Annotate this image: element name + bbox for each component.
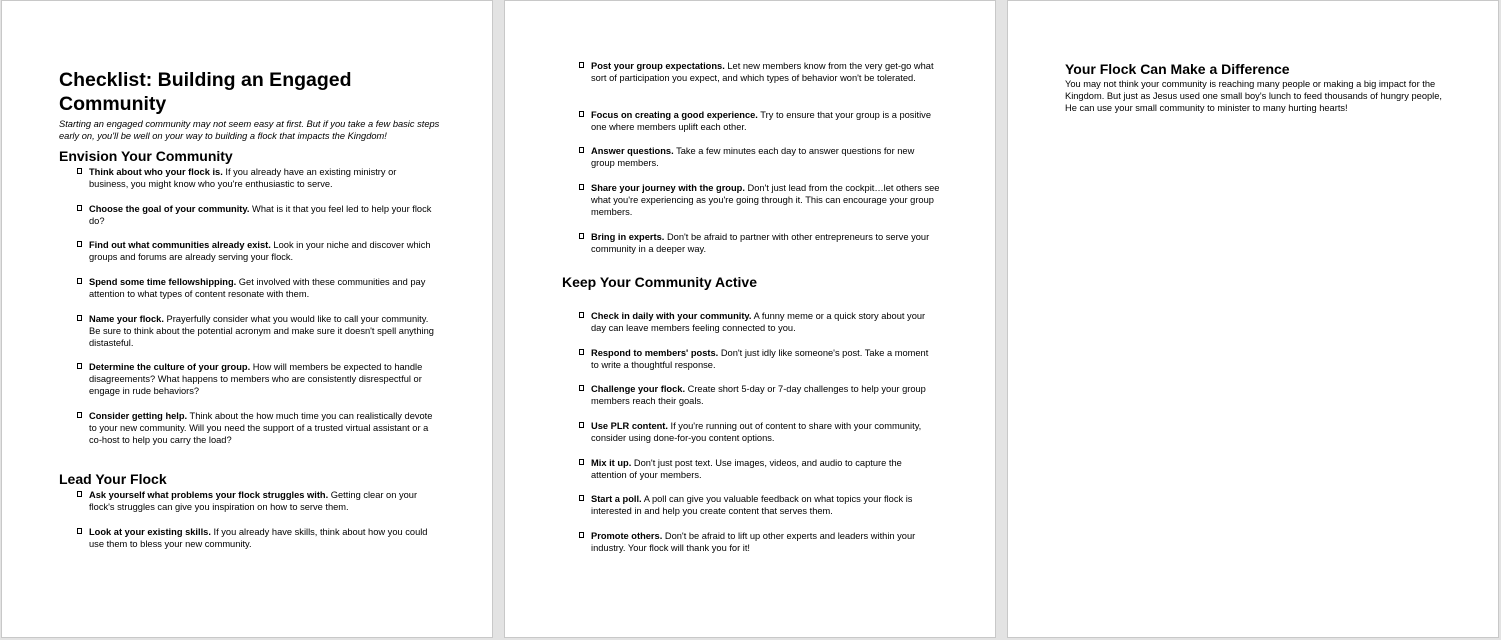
item-text: Don't be afraid to lift up other experts and leaders within your industry. Your flock will thank you for it! bbox=[591, 531, 916, 553]
checklist-item bbox=[591, 231, 936, 255]
checklist-item bbox=[89, 166, 434, 190]
section-heading-active: Keep Your Community Active bbox=[562, 274, 758, 290]
checklist-item bbox=[591, 60, 941, 84]
checkbox-icon[interactable] bbox=[579, 349, 584, 355]
item-text: Try to ensure that your group is a positive one where members uplift each other. bbox=[591, 110, 931, 132]
item-text: If you already have an existing ministry or business, you might know who you're enthusiastic to serve. bbox=[89, 167, 397, 189]
item-text: If you're running out of content to share with your community, consider using done-for-you content options. bbox=[591, 421, 922, 443]
section-heading-envision: Envision Your Community bbox=[59, 148, 233, 164]
checkbox-icon[interactable] bbox=[579, 422, 584, 428]
item-lead: Name your flock. bbox=[89, 314, 164, 324]
checklist-item bbox=[591, 310, 936, 334]
item-lead: Think about who your flock is. bbox=[89, 167, 223, 177]
closing-paragraph: You may not think your community is reaching many people or making a big impact for the Kingdom. But just as Jesus used one small boy's lunch to feed thousands of hungry people, He can use your small community to minister to many hurting hearts! bbox=[1065, 79, 1442, 113]
item-lead: Bring in experts. bbox=[591, 232, 665, 242]
checklist-item bbox=[591, 145, 936, 169]
intro-paragraph: Starting an engaged community may not seem easy at first. But if you take a few basic steps early on, you'll be well on your way to building a flock that impacts the Kingdom! bbox=[59, 119, 440, 141]
checklist-item bbox=[89, 203, 434, 227]
checkbox-icon[interactable] bbox=[579, 111, 584, 117]
checkbox-icon[interactable] bbox=[77, 412, 82, 418]
item-lead: Respond to members' posts. bbox=[591, 348, 719, 358]
item-text: Don't just idly like someone's post. Take a moment to write a thoughtful response. bbox=[591, 348, 929, 370]
item-lead: Focus on creating a good experience. bbox=[591, 110, 758, 120]
item-text: A poll can give you valuable feedback on what topics your flock is interested in and help you create content that serves them. bbox=[591, 494, 913, 516]
item-lead: Choose the goal of your community. bbox=[89, 204, 250, 214]
checkbox-icon[interactable] bbox=[77, 241, 82, 247]
section-heading-difference: Your Flock Can Make a Difference bbox=[1065, 61, 1290, 77]
checkbox-icon[interactable] bbox=[579, 532, 584, 538]
item-text: Create short 5-day or 7-day challenges to help your group members reach their goals. bbox=[591, 384, 926, 406]
checklist-item bbox=[591, 457, 936, 481]
document-page-3 bbox=[1007, 0, 1499, 638]
checklist-item bbox=[591, 182, 943, 218]
checkbox-icon[interactable] bbox=[579, 495, 584, 501]
item-lead: Check in daily with your community. bbox=[591, 311, 752, 321]
item-text: Don't be afraid to partner with other entrepreneurs to serve your community in a deeper way. bbox=[591, 232, 930, 254]
checkbox-icon[interactable] bbox=[579, 312, 584, 318]
item-text: If you already have skills, think about how you could use them to bless your new community. bbox=[89, 527, 428, 549]
item-text: Don't just lead from the cockpit…let others see what you're experiencing as you're going through it. This can encourage your group members. bbox=[591, 183, 940, 217]
checklist-item bbox=[591, 109, 936, 133]
document-page-2 bbox=[504, 0, 996, 638]
checklist-item bbox=[591, 383, 936, 407]
checkbox-icon[interactable] bbox=[77, 491, 82, 497]
checkbox-icon[interactable] bbox=[579, 385, 584, 391]
item-lead: Mix it up. bbox=[591, 458, 632, 468]
item-lead: Share your journey with the group. bbox=[591, 183, 745, 193]
checklist-item bbox=[89, 489, 439, 513]
item-lead: Spend some time fellowshipping. bbox=[89, 277, 237, 287]
checklist-item bbox=[591, 530, 936, 554]
document-title: Checklist: Building an Engaged Community bbox=[59, 69, 352, 115]
item-text: Get involved with these communities and pay attention to what types of content resonate with them. bbox=[89, 277, 426, 299]
item-lead: Start a poll. bbox=[591, 494, 642, 504]
checkbox-icon[interactable] bbox=[77, 168, 82, 174]
checkbox-icon[interactable] bbox=[77, 528, 82, 534]
item-lead: Post your group expectations. bbox=[591, 61, 725, 71]
checkbox-icon[interactable] bbox=[579, 459, 584, 465]
item-lead: Use PLR content. bbox=[591, 421, 668, 431]
item-lead: Consider getting help. bbox=[89, 411, 188, 421]
item-lead: Promote others. bbox=[591, 531, 663, 541]
checkbox-icon[interactable] bbox=[77, 315, 82, 321]
checkbox-icon[interactable] bbox=[579, 233, 584, 239]
checkbox-icon[interactable] bbox=[579, 147, 584, 153]
checkbox-icon[interactable] bbox=[579, 62, 584, 68]
item-lead: Challenge your flock. bbox=[591, 384, 686, 394]
checklist-item bbox=[591, 347, 936, 371]
checklist-item bbox=[89, 313, 434, 349]
checklist-item bbox=[89, 361, 439, 397]
checklist-item bbox=[591, 493, 936, 517]
item-lead: Answer questions. bbox=[591, 146, 674, 156]
item-text: Getting clear on your flock's struggles can give you inspiration on how to serve them. bbox=[89, 490, 418, 512]
item-text: A funny meme or a quick story about your day can leave members feeling connected to you. bbox=[591, 311, 926, 333]
checkbox-icon[interactable] bbox=[579, 184, 584, 190]
item-text: Take a few minutes each day to answer questions for new group members. bbox=[591, 146, 915, 168]
checkbox-icon[interactable] bbox=[77, 205, 82, 211]
item-text: Prayerfully consider what you would like to call your community. Be sure to think about the potential acronym and make sure it doesn't spell anything distasteful. bbox=[89, 314, 434, 348]
item-lead: Ask yourself what problems your flock struggles with. bbox=[89, 490, 329, 500]
checkbox-icon[interactable] bbox=[77, 278, 82, 284]
item-text: Let new members know from the very get-go what sort of participation you expect, and which types of behavior won't be tolerated. bbox=[591, 61, 934, 83]
item-text: How will members be expected to handle disagreements? What happens to members who are consistently disrespectful or engage in rude behaviors? bbox=[89, 362, 423, 396]
item-text: Don't just post text. Use images, videos, and audio to capture the attention of your members. bbox=[591, 458, 902, 480]
item-lead: Find out what communities already exist. bbox=[89, 240, 271, 250]
section-heading-lead: Lead Your Flock bbox=[59, 471, 167, 487]
item-text: Think about the how much time you can realistically devote to your new community. Will you need the support of a trusted virtual assistant or a co-host to help you carry the load? bbox=[89, 411, 433, 445]
checklist-item bbox=[89, 526, 434, 550]
document-page-1 bbox=[1, 0, 493, 638]
item-text: Look in your niche and discover which groups and forums are already serving your flock. bbox=[89, 240, 431, 262]
item-lead: Look at your existing skills. bbox=[89, 527, 211, 537]
checkbox-icon[interactable] bbox=[77, 363, 82, 369]
checklist-item bbox=[591, 420, 943, 444]
checklist-item bbox=[89, 276, 434, 300]
checklist-item bbox=[89, 239, 434, 263]
item-lead: Determine the culture of your group. bbox=[89, 362, 251, 372]
checklist-item bbox=[89, 410, 434, 446]
item-text: What is it that you feel led to help your flock do? bbox=[89, 204, 432, 226]
